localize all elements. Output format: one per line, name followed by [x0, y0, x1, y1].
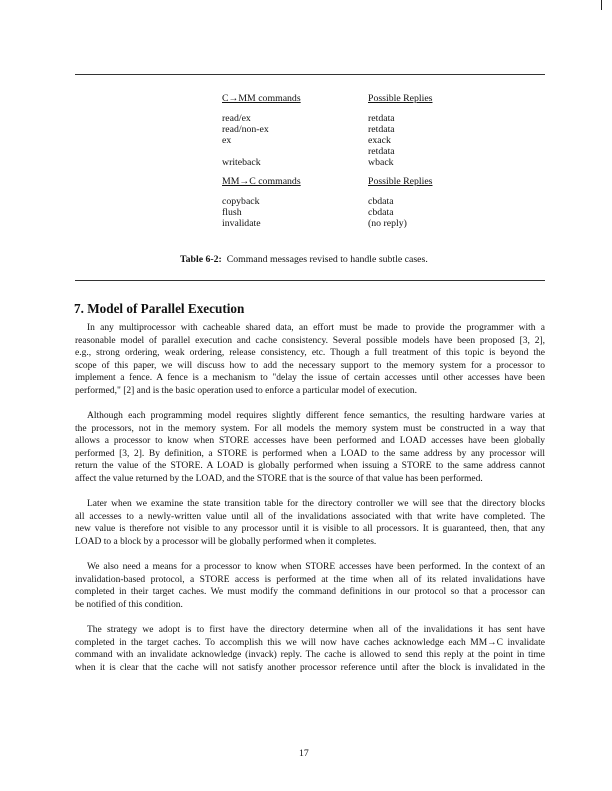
reply-cell: (no reply)	[368, 218, 407, 229]
paragraph	[75, 561, 545, 611]
text-line: Although each programming model requires slightly different fence semantics, the resulting hardware varies at	[87, 411, 545, 421]
text-line: reasonable model of parallel execution and cache consistency. Several possible models have been proposed [3, 2],	[75, 335, 545, 346]
reply-cell: cbdata	[368, 207, 394, 218]
cmd-cell: ex	[222, 135, 232, 146]
paragraph	[75, 498, 545, 548]
reply-cell: cbdata	[368, 196, 394, 207]
caption-label: Table 6-2:	[180, 254, 222, 265]
cmd-cell: read/ex	[222, 113, 251, 124]
cmd-cell: writeback	[222, 157, 261, 168]
corner-mark	[601, 0, 602, 10]
text-line: completed in their target caches. We must modify the command definitions in our protocol so that a processor can	[75, 587, 545, 597]
text-line: the processors, not in the memory system. For all models the memory system must be constructed in a way that	[75, 423, 545, 434]
paragraph	[75, 410, 545, 485]
reply-cell: wback	[368, 157, 394, 168]
page-number: 17	[299, 748, 309, 759]
text-line: Later when we examine the state transition table for the directory controller we will see that the directory blocks	[87, 499, 545, 509]
text-line: completed in the target caches. To accomplish this we will now have caches acknowledge each MM→C invalidate	[75, 637, 545, 648]
text-line: performed [3, 2]. By definition, a STORE is performed when a LOAD to the same address by any processor will	[75, 448, 545, 459]
text-line: The strategy we adopt is to first have the directory determine when all of the invalidations it has sent have	[87, 625, 545, 635]
text-line: e.g., strong ordering, weak ordering, release consistency, etc. Though a full treatment of this topic is beyond the	[75, 348, 545, 358]
reply-cell: retdata	[368, 113, 395, 124]
reply-cell: retdata	[368, 146, 395, 157]
text-line: allows a processor to know when STORE accesses have been performed and LOAD accesses have been globally	[75, 436, 545, 446]
reply-cell: retdata	[368, 124, 395, 135]
text-line: implement a fence. A fence is a mechanism to "delay the issue of certain accesses until other accesses have been	[75, 373, 545, 383]
text-line: scope of this paper, we will discuss how to add the necessary support to the memory system for a processor to	[75, 360, 545, 371]
paragraph	[75, 624, 545, 674]
paragraph	[75, 322, 545, 397]
text-line: performed," [2] and is the basic operation used to enforce a particular model of execution.	[75, 385, 418, 396]
table-caption	[180, 254, 428, 265]
reply-cell: exack	[368, 135, 391, 146]
text-line: return the value of the STORE. A LOAD is globally performed when issuing a STORE to the same address cannot	[75, 461, 545, 471]
text-line: command with an invalidate acknowledge (invack) reply. The cache is allowed to send this reply at the point in time	[75, 650, 545, 660]
header-replies-1: Possible Replies	[368, 93, 433, 104]
caption-text: Command messages revised to handle subtle cases.	[226, 254, 428, 265]
section-title: 7. Model of Parallel Execution	[74, 301, 245, 316]
cmd-cell: flush	[222, 207, 242, 218]
text-line: when it is clear that the cache will not satisfy another processor reference until after the block is invalidated in the	[75, 662, 545, 673]
text-line: In any multiprocessor with cacheable shared data, an effort must be made to provide the programmer with a	[87, 323, 545, 333]
cmd-cell: copyback	[222, 196, 260, 207]
text-line: new value is therefore not visible to any processor until it is visible to all processors. It is guaranteed, then, that any	[75, 524, 545, 534]
text-line: invalidation-based protocol, a STORE access is performed at the time when all of its related invalidations have	[75, 574, 545, 585]
text-line: be notified of this condition.	[75, 599, 183, 610]
text-line: We also need a means for a processor to know when STORE accesses have been performed. In the context of an	[87, 562, 545, 572]
header-c-to-mm: C→MM commands	[222, 93, 301, 104]
top-rule	[75, 74, 545, 75]
text-line: all accesses to a newly-written value until all of the invalidations associated with that write have completed. The	[75, 511, 545, 522]
cmd-cell: read/non-ex	[222, 124, 269, 135]
header-mm-to-c: MM→C commands	[222, 176, 301, 187]
text-line: affect the value returned by the LOAD, and the STORE that is the source of that value has been performed.	[75, 473, 483, 484]
header-replies-2: Possible Replies	[368, 176, 433, 187]
cmd-cell: invalidate	[222, 218, 261, 229]
bottom-rule	[75, 280, 545, 281]
text-line: LOAD to a block by a processor will be globally performed when it completes.	[75, 536, 377, 547]
